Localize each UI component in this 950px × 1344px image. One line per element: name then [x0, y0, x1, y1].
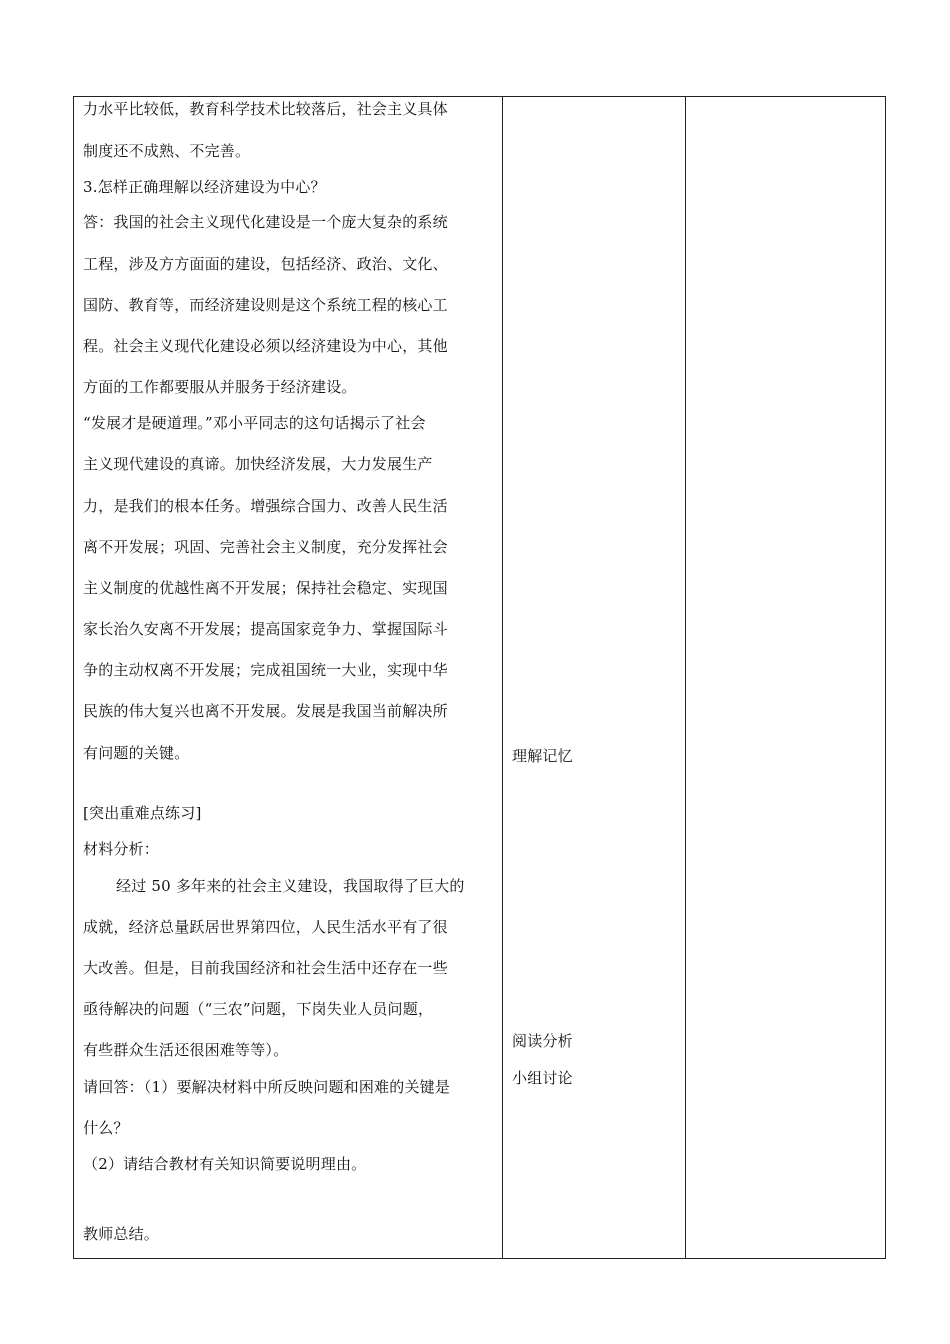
column-divider-2 [685, 97, 686, 1258]
content-line: 主义现代建设的真谛。加快经济发展，大力发展生产 [83, 455, 433, 473]
content-line: 民族的伟大复兴也离不开发展。发展是我国当前解决所 [83, 702, 448, 720]
material-paragraph-line: 经过 50 多年来的社会主义建设，我国取得了巨大的 [116, 877, 465, 895]
content-line: 家长治久安离不开发展；提高国家竞争力、掌握国际斗 [83, 620, 448, 638]
content-line: 力，是我们的根本任务。增强综合国力、改善人民生活 [83, 497, 448, 515]
question-line: 请回答：（1）要解决材料中所反映问题和困难的关键是 [83, 1078, 451, 1096]
question-line: 什么？ [83, 1119, 129, 1137]
column-divider-1 [502, 97, 503, 1258]
activity-label: 小组讨论 [512, 1069, 573, 1087]
material-paragraph-line: 大改善。但是，目前我国经济和社会生活中还存在一些 [83, 959, 448, 977]
content-line: 国防、教育等，而经济建设则是这个系统工程的核心工 [83, 296, 448, 314]
teacher-summary: 教师总结。 [83, 1225, 160, 1243]
content-line: 程。社会主义现代化建设必须以经济建设为中心，其他 [83, 337, 448, 355]
content-line: 争的主动权离不开发展；完成祖国统一大业，实现中华 [83, 661, 448, 679]
activity-label: 阅读分析 [512, 1032, 573, 1050]
content-line: 主义制度的优越性离不开发展；保持社会稳定、实现国 [83, 579, 448, 597]
content-line: 离不开发展；巩固、完善社会主义制度，充分发挥社会 [83, 538, 448, 556]
content-line: 有问题的关键。 [83, 744, 190, 762]
material-paragraph-line: 亟待解决的问题（“三农”问题，下岗失业人员问题， [83, 1000, 434, 1018]
section-heading: [突出重难点练习] [83, 804, 202, 822]
content-line: 答：我国的社会主义现代化建设是一个庞大复杂的系统 [83, 213, 448, 231]
content-line: 方面的工作都要服从并服务于经济建设。 [83, 378, 357, 396]
content-line: 工程，涉及方方面面的建设，包括经济、政治、文化、 [83, 255, 448, 273]
content-line: 材料分析： [83, 840, 160, 858]
content-line: 制度还不成熟、不完善。 [83, 142, 251, 160]
content-line: “发展才是硬道理。”邓小平同志的这句话揭示了社会 [83, 414, 426, 432]
question-heading: 3.怎样正确理解以经济建设为中心？ [83, 178, 326, 196]
content-line: 力水平比较低，教育科学技术比较落后，社会主义具体 [83, 100, 448, 118]
activity-label: 理解记忆 [512, 747, 573, 765]
material-paragraph-line: 有些群众生活还很困难等等）。 [83, 1041, 289, 1059]
material-paragraph-line: 成就，经济总量跃居世界第四位，人民生活水平有了很 [83, 918, 448, 936]
question-line: （2）请结合教材有关知识简要说明理由。 [83, 1155, 367, 1173]
